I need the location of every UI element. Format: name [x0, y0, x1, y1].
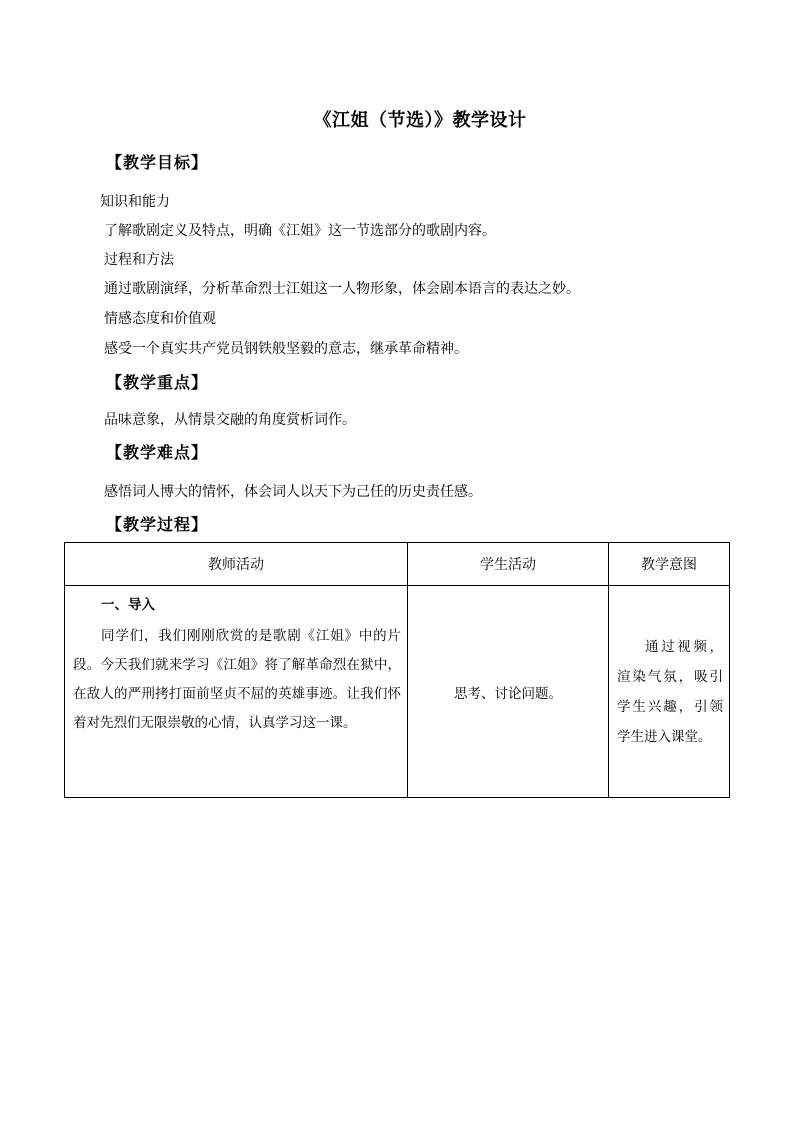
section-heading-objectives: 【教学目标】 — [106, 153, 209, 172]
key-points-text: 品味意象，从情景交融的角度赏析词作。 — [104, 412, 356, 428]
header-teacher-activity: 教师活动 — [65, 543, 408, 586]
objective-process-text: 通过歌剧演绎，分析革命烈士江姐这一人物形象，体会剧本语言的表达之妙。 — [104, 281, 580, 297]
teacher-activity-subheading: 一、导入 — [101, 597, 155, 613]
teaching-intent-cell: 通过视频，渲染气氛，吸引学生兴趣，引领学生进入课堂。 — [609, 586, 730, 798]
objective-knowledge-text: 了解歌剧定义及特点，明确《江姐》这一节选部分的歌剧内容。 — [104, 223, 496, 239]
objective-emotion-text: 感受一个真实共产党员钢铁般坚毅的意志，继承革命精神。 — [104, 341, 468, 357]
objective-knowledge-label: 知识和能力 — [100, 194, 170, 210]
section-heading-key-points: 【教学重点】 — [106, 373, 209, 392]
header-teaching-intent: 教学意图 — [609, 543, 730, 586]
teacher-activity-cell — [65, 586, 408, 798]
objective-emotion-label: 情感态度和价值观 — [104, 311, 216, 327]
objective-process-label: 过程和方法 — [104, 252, 174, 268]
teaching-process-table — [64, 542, 730, 798]
document-title: 《江姐（节选）》教学设计 — [313, 110, 527, 131]
student-activity-cell: 思考、讨论问题。 — [408, 586, 609, 798]
header-student-activity: 学生活动 — [408, 543, 609, 586]
teacher-activity-text: 同学们，我们刚刚欣赏的是歌剧《江姐》中的片段。今天我们就来学习《江姐》将了解革命烈在狱中，在敌人的严刑拷打面前坚贞不屈的英雄事迹。让我们怀着对先烈们无限崇敬的心情，认真学习这一课。 — [73, 628, 401, 731]
table-row — [65, 586, 730, 798]
section-heading-process: 【教学过程】 — [106, 515, 209, 534]
difficulties-text: 感悟词人博大的情怀，体会词人以天下为己任的历史责任感。 — [104, 484, 482, 500]
table-header-row — [65, 543, 730, 586]
section-heading-difficulties: 【教学难点】 — [106, 443, 209, 462]
